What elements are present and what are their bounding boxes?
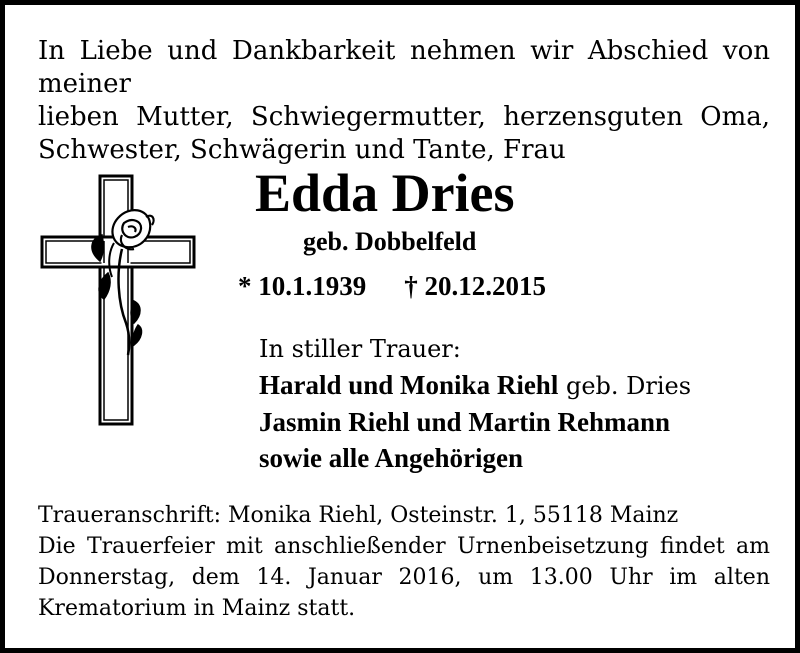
mourner-line-1 <box>259 367 691 404</box>
footer-text <box>38 500 770 624</box>
intro-line-3: Schwester, Schwägerin und Tante, Frau <box>38 135 566 165</box>
cross-with-rose-icon <box>38 173 198 428</box>
death-date: † 20.12.2015 <box>404 271 546 301</box>
mourning-address: Traueranschrift: Monika Riehl, Osteinstr. 1, 55118 Mainz <box>38 503 679 528</box>
intro-text <box>38 35 770 167</box>
life-dates <box>238 271 546 302</box>
intro-line-2: lieben Mutter, Schwiegermutter, herzensguten Oma, <box>38 102 770 132</box>
mourner-note-1: geb. Dries <box>558 372 692 400</box>
ceremony-line-1: Die Trauerfeier mit anschließender Urnenbeisetzung findet am <box>38 534 770 559</box>
deceased-name: Edda Dries <box>255 163 515 223</box>
ceremony-line-3: Krematorium in Mainz statt. <box>38 596 356 621</box>
ceremony-line-2: Donnerstag, dem 14. Januar 2016, um 13.00 Uhr im alten <box>38 565 770 590</box>
mourners-block <box>259 331 691 476</box>
birth-date: * 10.1.1939 <box>238 271 367 301</box>
intro-line-1: In Liebe und Dankbarkeit nehmen wir Abschied von meiner <box>38 36 770 99</box>
mourner-line-3: sowie alle Angehörigen <box>259 443 523 473</box>
birth-name: geb. Dobbelfeld <box>303 227 477 256</box>
mourner-line-2: Jasmin Riehl und Martin Rehmann <box>259 407 671 437</box>
mourning-heading: In stiller Trauer: <box>259 335 461 363</box>
mourner-names-1: Harald und Monika Riehl <box>259 370 559 400</box>
